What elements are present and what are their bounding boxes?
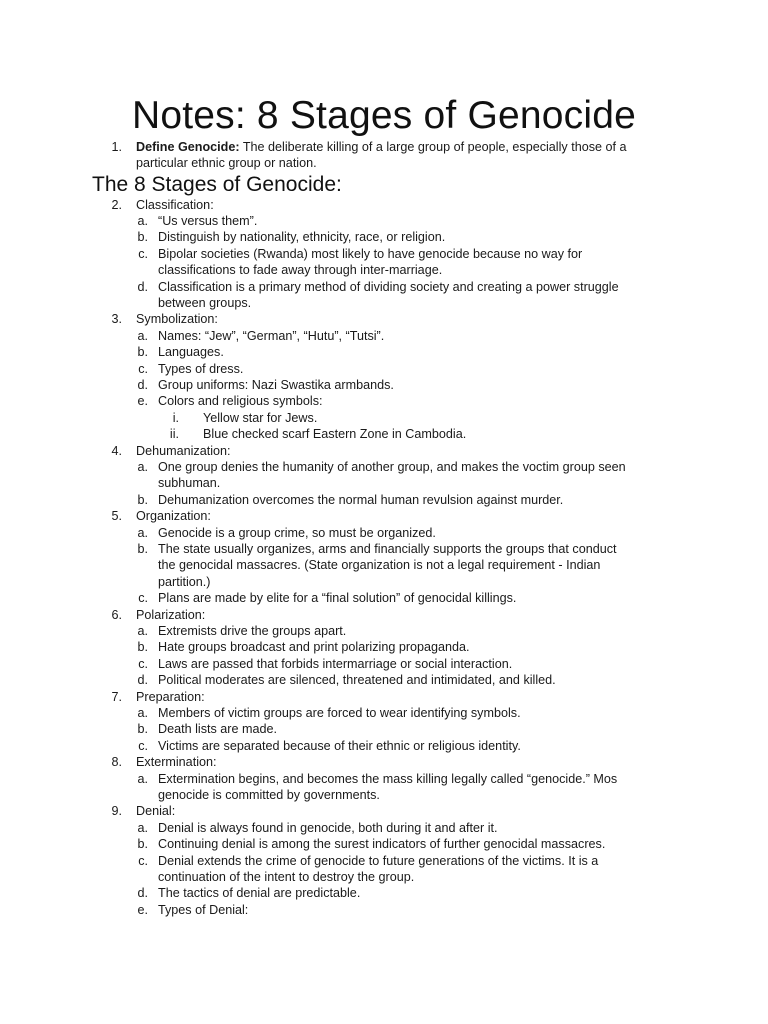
item-marker: c. [138, 591, 148, 606]
item-marker: c. [138, 738, 148, 753]
stage-number: 5. [111, 509, 122, 524]
intro-definition-line2: particular ethnic group or nation. [136, 156, 317, 170]
item-marker: d. [137, 279, 148, 294]
stage-number: 6. [111, 607, 122, 622]
item-marker: a. [137, 705, 148, 720]
item-text: partition.) [158, 574, 211, 589]
item-marker: b. [137, 345, 148, 360]
item-text: Victims are separated because of their ethnic or religious identity. [158, 738, 521, 753]
page-title: Notes: 8 Stages of Genocide [131, 94, 637, 137]
stage-title: Dehumanization: [136, 443, 231, 458]
stage-title: Classification: [136, 197, 214, 212]
subitem-text: Yellow star for Jews. [203, 410, 318, 425]
item-marker: e. [137, 394, 148, 409]
item-marker: a. [137, 771, 148, 786]
stage-title: Symbolization: [136, 312, 218, 327]
item-text: Dehumanization overcomes the normal human revulsion against murder. [158, 492, 564, 507]
stage-title: Organization: [136, 509, 211, 524]
item-text: One group denies the humanity of another group, and makes the voctim group seen [158, 459, 626, 474]
item-text: Genocide is a group crime, so must be organized. [158, 525, 436, 540]
item-text: Languages. [158, 345, 224, 360]
item-marker: a. [137, 623, 148, 638]
item-marker: d. [137, 377, 148, 392]
intro-definition: The deliberate killing of a large group of people, especially those of a [239, 140, 627, 154]
section-heading: The 8 Stages of Genocide: [92, 173, 342, 196]
stage-title: Extermination: [136, 755, 217, 770]
item-marker: a. [137, 328, 148, 343]
item-text: The tactics of denial are predictable. [158, 886, 361, 901]
item-marker: b. [137, 492, 148, 507]
stage-number: 3. [111, 312, 122, 327]
intro-continuation [136, 155, 317, 171]
item-text: genocide is committed by governments. [158, 787, 380, 802]
item-marker: c. [138, 361, 148, 376]
item-text: Classification is a primary method of dividing society and creating a power struggle [158, 279, 619, 294]
item-marker: e. [137, 902, 148, 917]
intro-number: 1. [111, 140, 122, 154]
item-text: “Us versus them”. [158, 213, 258, 228]
item-text: Members of victim groups are forced to wear identifying symbols. [158, 705, 521, 720]
stage-number: 7. [111, 689, 122, 704]
item-text: Political moderates are silenced, threatened and intimidated, and killed. [158, 673, 556, 688]
stage-number: 9. [111, 804, 122, 819]
item-marker: a. [137, 525, 148, 540]
item-marker: d. [137, 673, 148, 688]
item-marker: b. [137, 837, 148, 852]
item-marker: c. [138, 656, 148, 671]
item-text: The state usually organizes, arms and financially supports the groups that conduct [158, 541, 617, 556]
item-text: subhuman. [158, 476, 221, 491]
item-text: Bipolar societies (Rwanda) most likely to have genocide because no way for [158, 246, 583, 261]
item-marker: a. [137, 459, 148, 474]
item-text: Laws are passed that forbids intermarriage or social interaction. [158, 656, 513, 671]
item-text: Types of dress. [158, 361, 244, 376]
item-text: Denial is always found in genocide, both during it and after it. [158, 820, 498, 835]
subitem-text: Blue checked scarf Eastern Zone in Cambodia. [203, 427, 467, 442]
stage-title: Preparation: [136, 689, 205, 704]
item-marker: d. [137, 886, 148, 901]
item-marker: c. [138, 246, 148, 261]
item-text: Names: “Jew”, “German”, “Hutu”, “Tutsi”. [158, 328, 385, 343]
item-text: Extermination begins, and becomes the mass killing legally called “genocide.” Mos [158, 771, 618, 786]
item-text: the genocidal massacres. (State organization is not a legal requirement - Indian [158, 558, 601, 573]
item-text: Continuing denial is among the surest indicators of further genocidal massacres. [158, 837, 606, 852]
intro-term: Define Genocide: [136, 140, 240, 154]
item-marker: a. [137, 820, 148, 835]
item-text: Group uniforms: Nazi Swastika armbands. [158, 377, 394, 392]
item-text: Colors and religious symbols: [158, 394, 323, 409]
stage-number: 8. [111, 755, 122, 770]
stage-title: Denial: [136, 804, 176, 819]
item-text: Death lists are made. [158, 722, 277, 737]
item-text: Extremists drive the groups apart. [158, 623, 347, 638]
item-text: Denial extends the crime of genocide to future generations of the victims. It is a [158, 853, 599, 868]
item-text: continuation of the intent to destroy the group. [158, 869, 415, 884]
subitem-marker: i. [172, 410, 179, 425]
item-text: Types of Denial: [158, 902, 249, 917]
item-text: Distinguish by nationality, ethnicity, race, or religion. [158, 230, 446, 245]
item-marker: a. [137, 213, 148, 228]
item-text: Plans are made by elite for a “final solution” of genocidal killings. [158, 591, 517, 606]
item-text: classifications to fade away through inter-marriage. [158, 263, 443, 278]
item-marker: c. [138, 853, 148, 868]
item-marker: b. [137, 640, 148, 655]
stage-number: 4. [111, 443, 122, 458]
stage-title: Polarization: [136, 607, 206, 622]
item-marker: b. [137, 722, 148, 737]
stage-number: 2. [111, 197, 122, 212]
item-text: between groups. [158, 295, 252, 310]
subitem-marker: ii. [169, 427, 179, 442]
item-marker: b. [137, 230, 148, 245]
item-text: Hate groups broadcast and print polarizing propaganda. [158, 640, 470, 655]
item-marker: b. [137, 541, 148, 556]
